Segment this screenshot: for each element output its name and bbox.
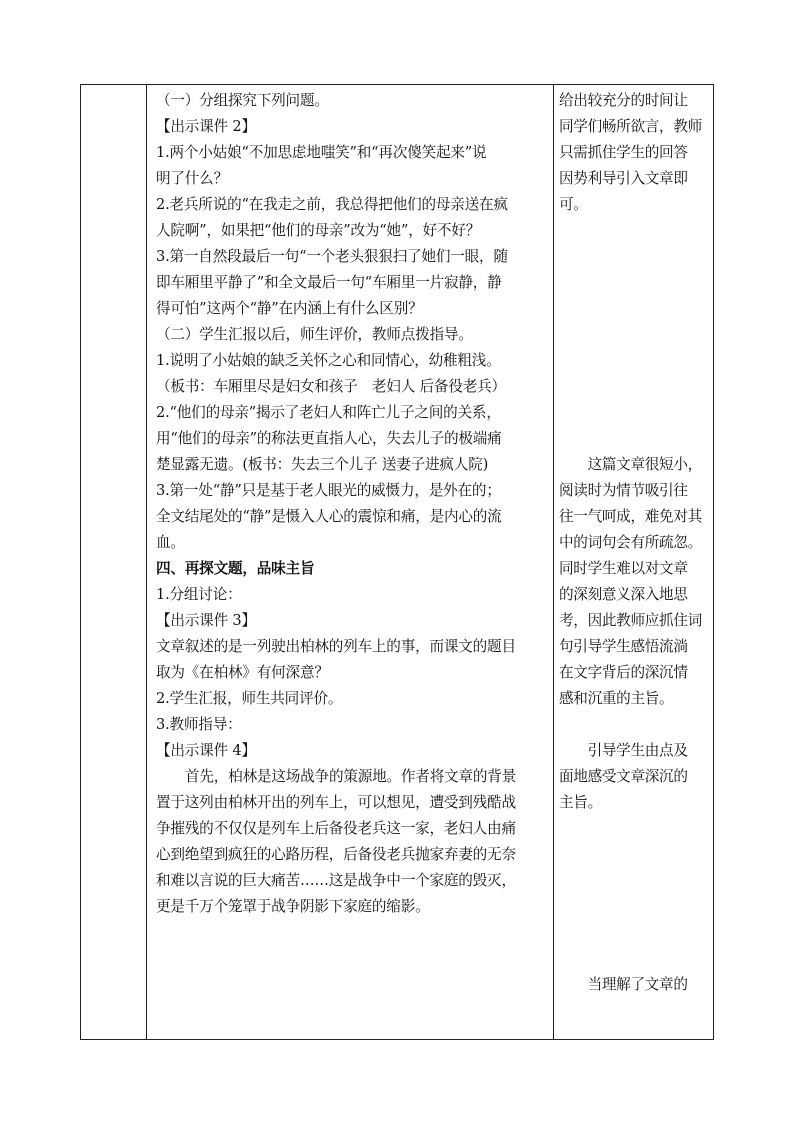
text-line: 考，因此教师应抓住词 (559, 612, 702, 629)
text-line: 感和沉重的主旨。 (559, 690, 674, 707)
text-line: 可。 (559, 196, 588, 213)
text-line: 用“他们的母亲”的称法更直指人心，失去儿子的极端痛 (156, 430, 502, 447)
text-line (559, 296, 714, 322)
text-line (559, 816, 714, 842)
text-line: 句引导学生感悟流淌 (559, 638, 688, 655)
text-line: 的深刻意义深入地思 (559, 586, 688, 603)
text-line: 【出示课件 2】 (156, 118, 256, 135)
text-line: 面地感受文章深沉的 (559, 768, 688, 785)
text-line: （二）学生汇报以后，师生评价，教师点拨指导。 (156, 326, 473, 343)
text-line: 置于这列由柏林开出的列车上，可以想见，遭受到残酷战 (156, 794, 516, 811)
text-line (559, 426, 714, 452)
text-line: 人院啊”，如果把“他们的母亲”改为“她”，好不好？ (156, 222, 481, 239)
text-line: 3.第一处“静”只是基于老人眼光的威慑力，是外在的； (156, 482, 501, 499)
text-line: 这篇文章很短小， (559, 456, 702, 473)
text-line: （一）分组探究下列问题。 (156, 92, 329, 109)
text-line: 明了什么？ (156, 170, 228, 187)
text-line (559, 920, 714, 946)
text-line: 【出示课件 4】 (156, 742, 256, 759)
text-line: 和难以言说的巨大痛苦……这是战争中一个家庭的毁灭， (156, 872, 516, 889)
text-line: 3.第一自然段最后一句“一个老头狠狠扫了她们一眼，随 (156, 248, 508, 265)
text-line (559, 868, 714, 894)
text-line (559, 712, 714, 738)
design-intent-column (559, 88, 714, 998)
text-line: 中的词句会有所疏忽。 (559, 534, 702, 551)
text-line: 在文字背后的深沉情 (559, 664, 688, 681)
text-line (559, 218, 714, 244)
text-line: 更是千万个笼罩于战争阴影下家庭的缩影。 (156, 898, 430, 915)
table-column-left (80, 84, 146, 1040)
text-line: 争摧残的不仅仅是列车上后备役老兵这一家，老妇人由痛 (156, 820, 516, 837)
text-line: 只需抓住学生的回答 (559, 144, 688, 161)
text-line: 取为《在柏林》有何深意？ (156, 664, 329, 681)
text-line (559, 400, 714, 426)
text-line: 主旨。 (559, 794, 602, 811)
text-line: 因势利导引入文章即 (559, 170, 688, 187)
teaching-process-column (156, 88, 554, 920)
text-line: 心到绝望到疯狂的心路历程，后备役老兵抛家弃妻的无奈 (156, 846, 516, 863)
text-line: 1.说明了小姑娘的缺乏关怀之心和同情心，幼稚粗浅。 (156, 352, 501, 369)
text-line: 即车厢里平静了”和全文最后一句“车厢里一片寂静，静 (156, 274, 502, 291)
text-line: 1.分组讨论： (156, 586, 242, 603)
text-line: （板书：车厢里尽是妇女和孩子 老妇人 后备役老兵） (156, 378, 506, 395)
table-divider-left (146, 84, 147, 1040)
text-line: 血。 (156, 534, 185, 551)
text-line: 全文结尾处的“静”是慑入人心的震惊和痛，是内心的流 (156, 508, 502, 525)
text-line (559, 946, 714, 972)
text-line: 文章叙述的是一列驶出柏林的列车上的事，而课文的题目 (156, 638, 516, 655)
text-line: 2.老兵所说的“在我走之前，我总得把他们的母亲送在疯 (156, 196, 508, 213)
text-line: 给出较充分的时间让 (559, 92, 688, 109)
text-line: 往一气呵成，难免对其 (559, 508, 702, 525)
text-line: 同学们畅所欲言，教师 (559, 118, 702, 135)
text-line (559, 374, 714, 400)
text-line (559, 894, 714, 920)
text-line: 阅读时为情节吸引往 (559, 482, 688, 499)
text-line (559, 322, 714, 348)
text-line: 同时学生难以对文章 (559, 560, 688, 577)
text-line: 当理解了文章的 (559, 976, 688, 993)
text-line: 2.学生汇报，师生共同评价。 (156, 690, 343, 707)
text-line: 楚显露无遗。(板书：失去三个儿子 送妻子进疯人院) (156, 456, 489, 473)
text-line (559, 270, 714, 296)
text-line: 引导学生由点及 (559, 742, 688, 759)
section-heading: 四、再探文题，品味主旨 (156, 560, 315, 577)
text-line: 2.“他们的母亲”揭示了老妇人和阵亡儿子之间的关系， (156, 404, 501, 421)
text-line: 首先，柏林是这场战争的策源地。作者将文章的背景 (185, 768, 517, 785)
text-line: 得可怕”这两个“静”在内涵上有什么区别？ (156, 300, 423, 317)
text-line: 1.两个小姑娘“不加思虑地嗤笑”和“再次傻笑起来”说 (156, 144, 487, 161)
text-line: 【出示课件 3】 (156, 612, 256, 629)
text-line (559, 348, 714, 374)
text-line (559, 244, 714, 270)
text-line: 3.教师指导： (156, 716, 242, 733)
text-line (559, 842, 714, 868)
